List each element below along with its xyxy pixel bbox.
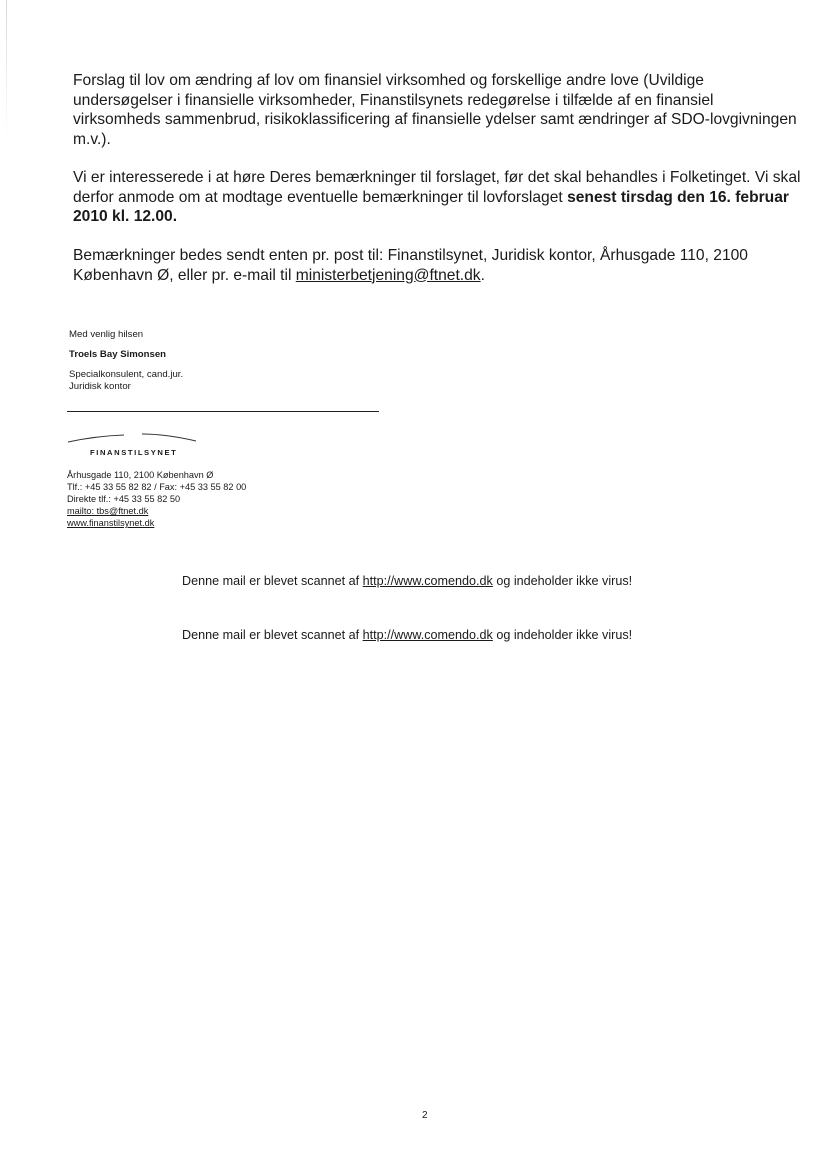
comendo-link[interactable]: http://www.comendo.dk — [362, 574, 493, 588]
submission-paragraph — [73, 246, 803, 285]
signer-department: Juridisk kontor — [69, 381, 131, 392]
scan-notice-prefix: Denne mail er blevet scannet af — [182, 628, 363, 642]
submission-end: . — [480, 266, 485, 284]
scan-notice-prefix: Denne mail er blevet scannet af — [182, 574, 363, 588]
finanstilsynet-logo-text: FINANSTILSYNET — [90, 448, 178, 457]
scan-notice-suffix: og indeholder ikke virus! — [492, 628, 633, 642]
contact-address: Århusgade 110, 2100 København Ø — [67, 470, 214, 480]
scan-edge-artifact — [6, 0, 7, 140]
signer-title: Specialkonsulent, cand.jur. — [69, 369, 184, 380]
signature-divider — [67, 411, 379, 412]
request-paragraph — [73, 168, 803, 227]
contact-mailto-link[interactable]: mailto: tbs@ftnet.dk — [67, 506, 149, 516]
submission-email-link[interactable]: ministerbetjening@ftnet.dk — [295, 266, 481, 284]
submission-text: Bemærkninger bedes sendt enten pr. post til: Finanstilsynet, Juridisk kontor, Århusgade 110, 2100 København Ø, eller pr. e-mail til — [73, 247, 748, 284]
request-text: Vi er interesserede i at høre Deres bemærkninger til forslaget, før det skal behandles i Folketinget. Vi skal derfor anmode om at modtage eventuelle bemærkninger til lovforslaget — [73, 169, 801, 206]
page-number: 2 — [422, 1110, 428, 1121]
virus-scan-notice — [182, 573, 632, 589]
contact-website-link[interactable]: www.finanstilsynet.dk — [67, 518, 155, 528]
closing-greeting: Med venlig hilsen — [69, 329, 144, 340]
finanstilsynet-logo-swoosh — [66, 432, 198, 444]
contact-phone-fax: Tlf.: +45 33 55 82 82 / Fax: +45 33 55 82 00 — [67, 482, 247, 492]
scan-notice-suffix: og indeholder ikke virus! — [492, 574, 633, 588]
proposal-text: Forslag til lov om ændring af lov om finansiel virksomhed og forskellige andre love (Uvildige undersøgelser i finansielle virksomheder, Finanstilsynets redegørelse i tilfælde af en finansiel virksomheds sammenbrud, risikoklassificering af finansielle ydelser samt ændringer af SDO-lovgivningen m.v.). — [73, 72, 797, 148]
comendo-link[interactable]: http://www.comendo.dk — [362, 628, 493, 642]
contact-direct-phone: Direkte tlf.: +45 33 55 82 50 — [67, 494, 181, 504]
proposal-paragraph — [73, 71, 803, 149]
deadline-text: senest tirsdag den 16. februar 2010 kl. 12.00. — [73, 188, 789, 225]
signer-name: Troels Bay Simonsen — [69, 349, 167, 360]
virus-scan-notice — [182, 627, 632, 643]
